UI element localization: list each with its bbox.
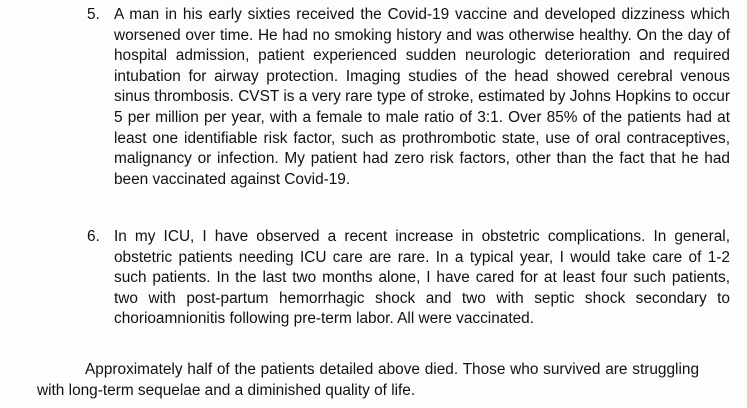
closing-text: Approximately half of the patients detailed above died. Those who survived are struggling with long-term sequelae and a diminished quality of life. (37, 361, 699, 399)
item-text: A man in his early sixties received the Covid-19 vaccine and developed dizziness which worsened over time. He had no smoking history and was otherwise healthy. On the day of hospital admission, patient experienced sudden neurologic deterioration and required intubation for airway protection. Imaging studies of the head showed cerebral venous sinus thrombosis. CVST is a very rare type of stroke, estimated by Johns Hopkins to occur 5 per million per year, with a female to male ratio of 3:1. Over 85% of the patients had at least one identifiable risk factor, such as prothrombotic state, use of oral contraceptives, malignancy or infection. My patient had zero risk factors, other than the fact that he had been vaccinated against Covid-19. (114, 6, 730, 188)
item-number: 5. (87, 6, 100, 23)
item-number: 6. (87, 228, 100, 245)
item-text: In my ICU, I have observed a recent increase in obstetric complications. In general, obstetric patients needing ICU care are rare. In a typical year, I would take care of 1-2 such patients. In the last two months alone, I have cared for at least four such patients, two with post-partum hemorrhagic shock and two with septic shock secondary to chorioamnionitis following pre-term labor. All were vaccinated. (114, 228, 730, 328)
